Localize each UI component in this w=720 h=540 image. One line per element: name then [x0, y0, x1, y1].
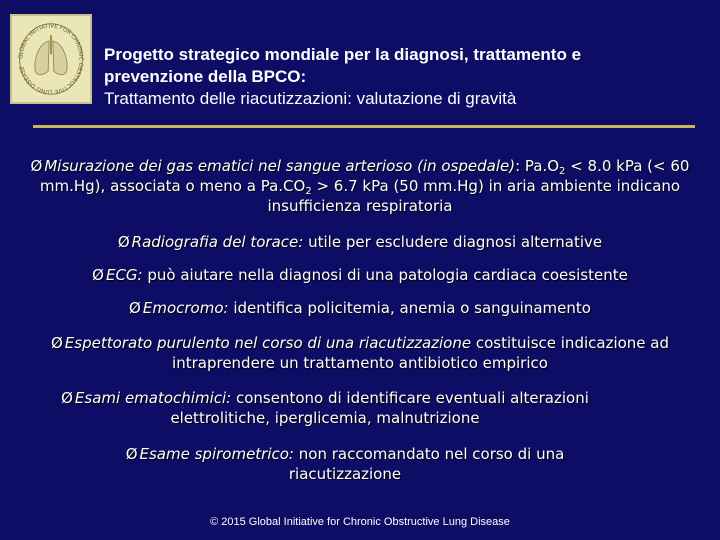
- bullet-text: > 6.7 kPa (50 mm.Hg) in aria ambiente indicano insufficienza respiratoria: [267, 177, 681, 215]
- bullet-key: Emocromo:: [142, 299, 229, 317]
- subtitle: Trattamento delle riacutizzazioni: valutazione di gravità: [104, 89, 517, 108]
- arrow-bullet-icon: Ø: [61, 389, 73, 407]
- arrow-bullet-icon: Ø: [92, 266, 104, 284]
- title-line-2: prevenzione della BPCO:: [104, 67, 307, 86]
- bullet-text: costituisce indicazione ad intraprendere un trattamento antibiotico empirico: [172, 334, 670, 372]
- subscript: 2: [559, 166, 566, 177]
- bullet-key: Esami ematochimici:: [74, 389, 232, 407]
- bullet-text: utile per escludere diagnosi alternative: [303, 233, 603, 251]
- bullet-text: identifica policitemia, anemia o sanguinamento: [228, 299, 591, 317]
- arrow-bullet-icon: Ø: [30, 157, 43, 175]
- bullet-sputum: [20, 333, 700, 373]
- subscript: 2: [305, 186, 312, 197]
- bullet-key: ECG:: [105, 266, 143, 284]
- arrow-bullet-icon: Ø: [129, 299, 141, 317]
- bullet-text: consentono di identificare eventuali alterazioni elettrolitiche, iperglicemia, malnutrizione: [170, 389, 589, 427]
- bullet-blood-chemistry: [20, 388, 700, 428]
- gold-logo: [10, 14, 92, 104]
- slide-title: [104, 44, 704, 110]
- arrow-bullet-icon: Ø: [125, 445, 138, 463]
- bullet-spirometry: [20, 444, 700, 484]
- bullet-key: Esame spirometrico:: [139, 445, 294, 463]
- bullet-text: : Pa.O: [515, 157, 560, 175]
- bullet-blood-gas: [20, 156, 700, 216]
- bullet-key: Misurazione dei gas ematici nel sangue arterioso (in ospedale): [44, 157, 516, 175]
- svg-text:GLOBAL INITIATIVE FOR CHRONIC: GLOBAL INITIATIVE FOR CHRONIC OBSTRUCTIVE LUNG DISEASE: [18, 23, 84, 95]
- bullet-text: non raccomandato nel corso di una riacutizzazione: [288, 445, 565, 483]
- bullet-key: Radiografia del torace:: [131, 233, 304, 251]
- bullet-text: < 8.0 kPa (< 60 mm.Hg), associata o meno a Pa.CO: [39, 157, 690, 195]
- bullet-text: può aiutare nella diagnosi di una patologia cardiaca coesistente: [142, 266, 628, 284]
- bullet-ecg: [20, 265, 700, 285]
- copyright-footer: © 2015 Global Initiative for Chronic Obstructive Lung Disease: [210, 516, 510, 528]
- lungs-icon: [12, 16, 90, 102]
- title-line-1: Progetto strategico mondiale per la diagnosi, trattamento e: [104, 45, 582, 64]
- arrow-bullet-icon: Ø: [117, 233, 130, 251]
- bullet-chest-xray: [20, 232, 700, 252]
- header-divider: [33, 125, 695, 128]
- bullet-key: Espettorato purulento: [64, 334, 230, 352]
- bullet-blood-count: [20, 298, 700, 318]
- bullet-key-continued: nel corso di una riacutizzazione: [229, 334, 472, 352]
- arrow-bullet-icon: Ø: [50, 334, 63, 352]
